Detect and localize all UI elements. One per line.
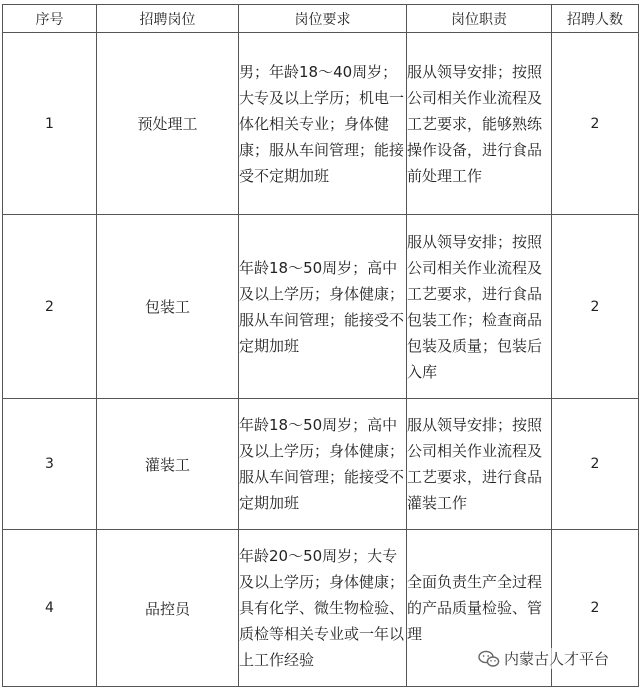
row-duties: 服从领导安排；按照公司相关作业流程及工艺要求，能够熟练操作设备，进行食品前处理工作 [407,33,552,215]
header-duties: 岗位职责 [407,5,552,33]
table-header-row [3,5,639,33]
watermark-text: 内蒙古人才平台 [504,650,610,668]
recruitment-table [2,4,639,687]
row-count: 2 [552,530,639,687]
row-index: 4 [3,530,97,687]
row-index: 3 [3,399,97,530]
row-position: 灌装工 [97,399,239,530]
wechat-icon [478,650,500,668]
row-index: 2 [3,215,97,399]
header-requirements: 岗位要求 [239,5,407,33]
row-requirements: 年龄18～50周岁；高中及以上学历；身体健康；服从车间管理；能接受不定期加班 [239,399,407,530]
row-count: 2 [552,215,639,399]
header-count: 招聘人数 [552,5,639,33]
row-position: 预处理工 [97,33,239,215]
row-position: 包装工 [97,215,239,399]
table-row [3,215,639,399]
row-requirements: 男；年龄18～40周岁；大专及以上学历；机电一体化相关专业；身体健康；服从车间管理；能接受不定期加班 [239,33,407,215]
row-duties: 服从领导安排；按照公司相关作业流程及工艺要求，进行食品包装工作；检查商品包装及质量；包装后入库 [407,215,552,399]
row-count: 2 [552,399,639,530]
row-requirements: 年龄18～50周岁；高中及以上学历；身体健康；服从车间管理；能接受不定期加班 [239,215,407,399]
header-position: 招聘岗位 [97,5,239,33]
watermark [478,648,609,669]
row-duties: 服从领导安排；按照公司相关作业流程及工艺要求，进行食品灌装工作 [407,399,552,530]
row-index: 1 [3,33,97,215]
table-row [3,399,639,530]
row-count: 2 [552,33,639,215]
table-row [3,33,639,215]
row-requirements: 年龄20～50周岁；大专及以上学历；身体健康；具有化学、微生物检验、质检等相关专业或一年以上工作经验 [239,530,407,687]
header-index: 序号 [3,5,97,33]
row-position: 品控员 [97,530,239,687]
row-duties: 全面负责生产全过程的产品质量检验、管理 [407,530,552,687]
